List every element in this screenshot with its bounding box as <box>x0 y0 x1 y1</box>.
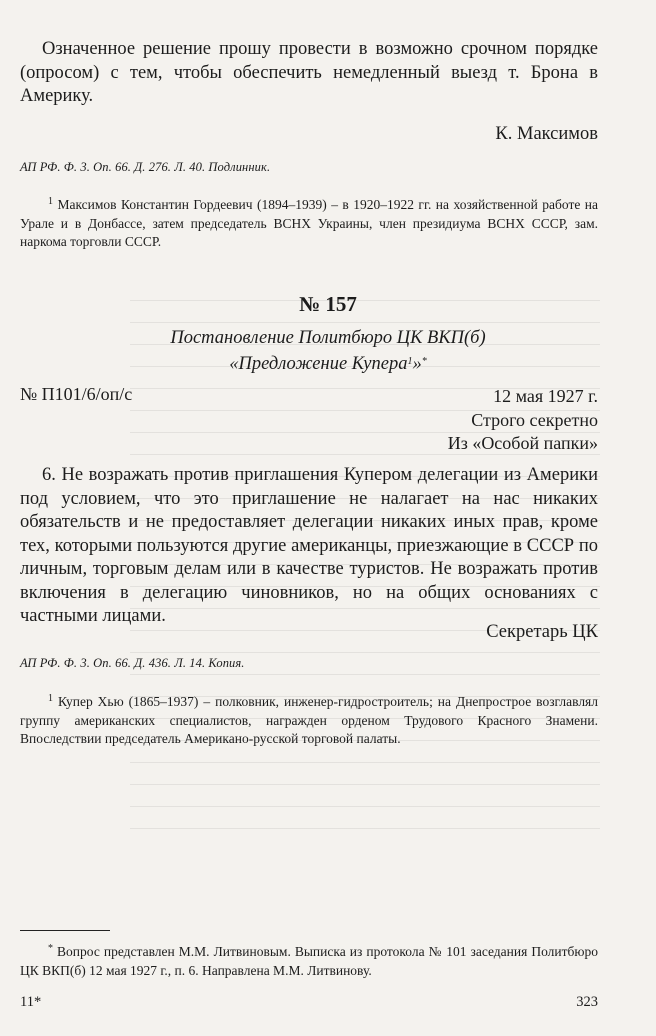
protocol-reference: № П101/6/оп/с <box>20 384 133 404</box>
document-date: 12 мая 1927 г. <box>493 386 598 406</box>
document-title: Постановление Политбюро ЦК ВКП(б) «Предложение Купера$^1$»* <box>170 328 486 374</box>
star-footnote: * Вопрос представлен М.М. Литвиновым. Выписка из протокола № 101 заседания Политбюро ЦК ВКП(б) 12 мая 1927 г., п. 6. Направлена М.М. Литвинову. <box>20 943 598 978</box>
footnote: $^1$ Купер Хью (1865–1937) – полковник, инженер-гидростроитель; на Днепрострое возглавлял группу американских специалистов, награжден орденом Трудового Красного Знамени. Впоследствии председатель Американо-русской торговой палаты. <box>20 693 598 746</box>
footnote: $^1$ Максимов Константин Гордеевич (1894–1939) – в 1920–1922 гг. на хозяйственной работе на Урале и в Донбассе, затем председатель ВСНХ Украины, член президиума ВСНХ СССР, зам. наркома торговли СССР. <box>20 196 598 249</box>
archive-reference: АП РФ. Ф. 3. Оп. 66. Д. 436. Л. 14. Копия. <box>20 656 245 670</box>
signature-mark: 11* <box>20 994 42 1010</box>
document-meta <box>448 385 598 456</box>
page-number: 323 <box>576 994 598 1010</box>
signature-secretary: Секретарь ЦК <box>486 622 598 642</box>
document-number: № 157 <box>299 292 357 316</box>
resolution-paragraph: 6. Не возражать против приглашения Купером делегации из Америки под условием, что это приглашение не налагает на нас никаких обязательств и не предоставляет делегации никаких иных прав, кроме тех, которыми пользуются другие американцы, приезжающие в СССР по личным, торговым делам или в качестве туристов. Не возражать против включения в делегацию чиновников, но на общих основаниях с частными лицами. <box>20 465 598 626</box>
footnote-mark: 1 <box>48 196 53 207</box>
footnote-rule <box>20 930 110 931</box>
star-mark: * <box>421 356 427 367</box>
footnote-mark: 1 <box>48 693 53 704</box>
closing-paragraph: Означенное решение прошу провести в возможно срочном порядке (опросом) с тем, чтобы обеспечить немедленный выезд т. Брона в Америку. <box>20 39 598 106</box>
signature-maksimov: К. Максимов <box>495 124 598 144</box>
special-folder: Из «Особой папки» <box>447 433 598 453</box>
archive-reference: АП РФ. Ф. 3. Оп. 66. Д. 276. Л. 40. Подлинник. <box>20 160 271 174</box>
secrecy-stamp: Строго секретно <box>471 409 598 430</box>
